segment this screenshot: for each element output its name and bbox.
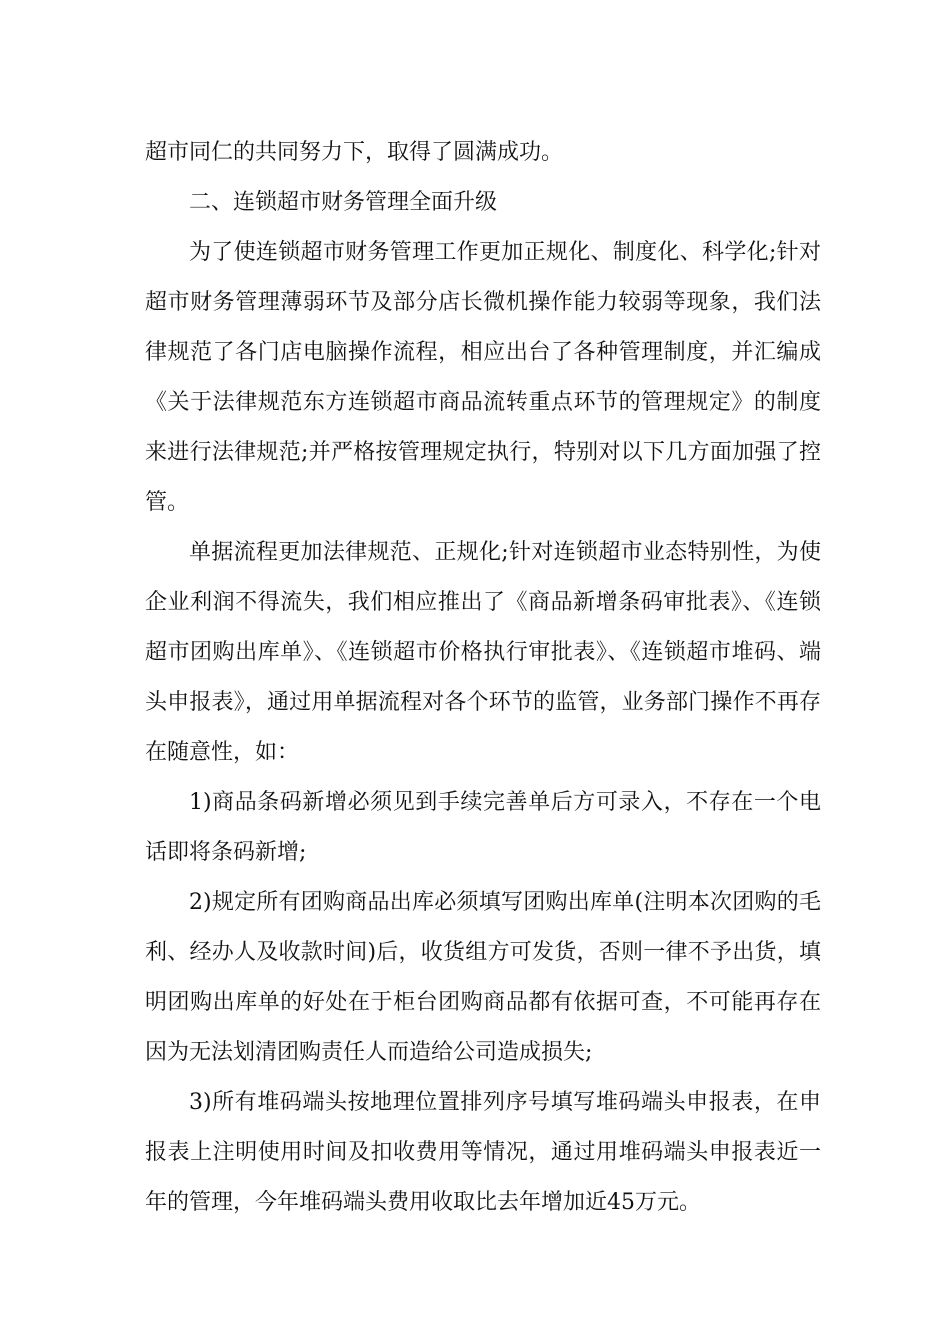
list-item-group-purchase: 2)规定所有团购商品出库必须填写团购出库单(注明本次团购的毛利、经办人及收款时间)后，收货组方可发货，否则一律不予出货，填明团购出库单的好处在于柜台团购商品都有依据可查，不可能再存在因为无法划清团购责任人而造给公司造成损失;: [145, 890, 821, 1065]
paragraph-finance-management: 为了使连锁超市财务管理工作更加正规化、制度化、科学化;针对超市财务管理薄弱环节及部分店长微机操作能力较弱等现象，我们法律规范了各门店电脑操作流程，相应出台了各种管理制度，并汇编成《关于法律规范东方连锁超市商品流转重点环节的管理规定》的制度来进行法律规范;并严格按管理规定执行，特别对以下几方面加强了控管。: [145, 240, 821, 515]
document-body: [145, 128, 821, 1228]
paragraph-continuation: 超市同仁的共同努力下，取得了圆满成功。: [145, 140, 564, 165]
section-heading: 二、连锁超市财务管理全面升级: [189, 190, 498, 215]
list-item-barcode: 1)商品条码新增必须见到手续完善单后方可录入，不存在一个电话即将条码新增;: [145, 790, 821, 865]
list-item-display-ends: 3)所有堆码端头按地理位置排列序号填写堆码端头申报表，在申报表上注明使用时间及扣收费用等情况，通过用堆码端头申报表近一年的管理，今年堆码端头费用收取比去年增加近45万元。: [145, 1090, 821, 1215]
paragraph-document-process: 单据流程更加法律规范、正规化;针对连锁超市业态特别性，为使企业利润不得流失，我们相应推出了《商品新增条码审批表》、《连锁超市团购出库单》、《连锁超市价格执行审批表》、《连锁超市堆码、端头申报表》，通过用单据流程对各个环节的监管，业务部门操作不再存在随意性，如：: [145, 540, 821, 765]
